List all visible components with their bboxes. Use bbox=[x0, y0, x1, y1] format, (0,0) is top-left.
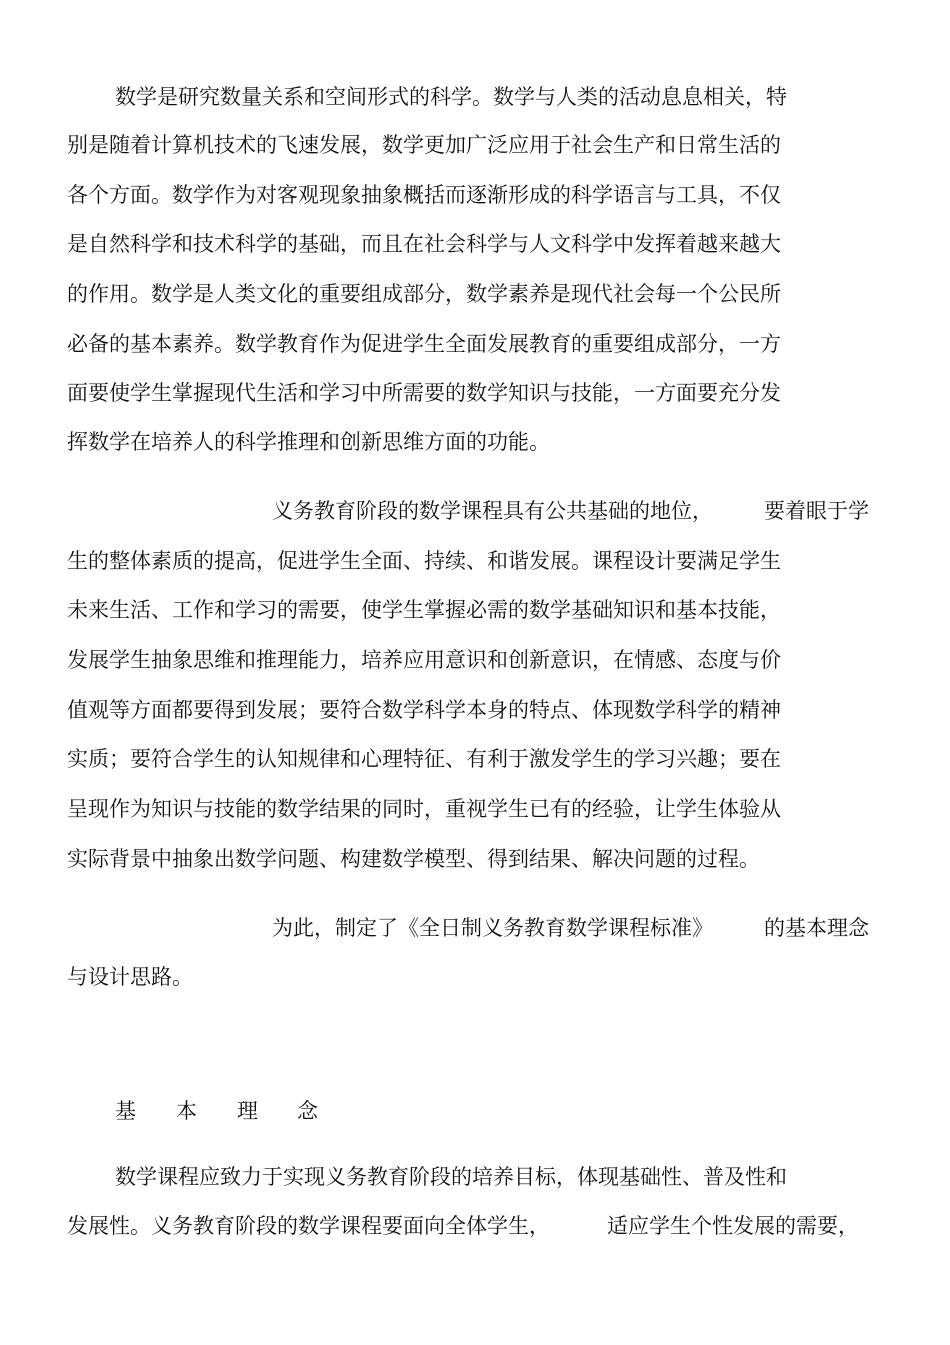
paragraph1-line-8: 挥数学在培养人的科学推理和创新思维方面的功能。 bbox=[67, 430, 550, 454]
paragraph1-line-6: 必备的基本素养。数学教育作为促进学生全面发展教育的重要组成部分，一方 bbox=[67, 332, 781, 356]
paragraph2-line-3: 未来生活、工作和学习的需要，使学生掌握必需的数学基础知识和基本技能， bbox=[67, 598, 781, 622]
paragraph1-line-5: 的作用。数学是人类文化的重要组成部分，数学素养是现代社会每一个公民所 bbox=[67, 282, 781, 306]
paragraph1-line-4: 是自然科学和技术科学的基础，而且在社会科学与人文科学中发挥着越来越大 bbox=[67, 232, 781, 256]
paragraph3-line-2: 与设计思路。 bbox=[67, 965, 193, 989]
paragraph2-line-6: 实质；要符合学生的认知规律和心理特征、有利于激发学生的学习兴趣；要在 bbox=[67, 747, 781, 771]
paragraph1-line-1: 数学是研究数量关系和空间形式的科学。数学与人类的活动息息相关，特 bbox=[115, 85, 787, 109]
section-heading-char-1: 基 bbox=[115, 1099, 136, 1123]
paragraph2-line-8: 实际背景中抽象出数学问题、构建数学模型、得到结果、解决问题的过程。 bbox=[67, 847, 760, 871]
paragraph2-line-5: 值观等方面都要得到发展；要符合数学科学本身的特点、体现数学科学的精神 bbox=[67, 698, 781, 722]
paragraph4-line-1: 数学课程应致力于实现义务教育阶段的培养目标，体现基础性、普及性和 bbox=[115, 1165, 787, 1189]
paragraph1-line-3: 各个方面。数学作为对客观现象抽象概括而逐渐形成的科学语言与工具，不仅 bbox=[67, 183, 781, 207]
section-heading-char-4: 念 bbox=[297, 1099, 318, 1123]
paragraph4-line-2a: 发展性。义务教育阶段的数学课程要面向全体学生， bbox=[67, 1214, 550, 1238]
paragraph2-line-1b: 要着眼于学 bbox=[764, 499, 869, 523]
paragraph2-line-1a: 义务教育阶段的数学课程具有公共基础的地位， bbox=[272, 499, 713, 523]
paragraph3-line-1a: 为此，制定了《全日制义务教育数学课程标准》 bbox=[272, 916, 713, 940]
paragraph2-line-2: 生的整体素质的提高，促进学生全面、持续、和谐发展。课程设计要满足学生 bbox=[67, 549, 781, 573]
paragraph4-line-2b: 适应学生个性发展的需要， bbox=[607, 1214, 859, 1238]
paragraph2-line-4: 发展学生抽象思维和推理能力，培养应用意识和创新意识，在情感、态度与价 bbox=[67, 648, 781, 672]
section-heading-char-2: 本 bbox=[176, 1099, 197, 1123]
paragraph2-line-7: 呈现作为知识与技能的数学结果的同时，重视学生已有的经验，让学生体验从 bbox=[67, 797, 781, 821]
paragraph1-line-2: 别是随着计算机技术的飞速发展，数学更加广泛应用于社会生产和日常生活的 bbox=[67, 133, 781, 157]
section-heading-char-3: 理 bbox=[237, 1099, 258, 1123]
paragraph1-line-7: 面要使学生掌握现代生活和学习中所需要的数学知识与技能，一方面要充分发 bbox=[67, 381, 781, 405]
paragraph3-line-1b: 的基本理念 bbox=[764, 916, 869, 940]
